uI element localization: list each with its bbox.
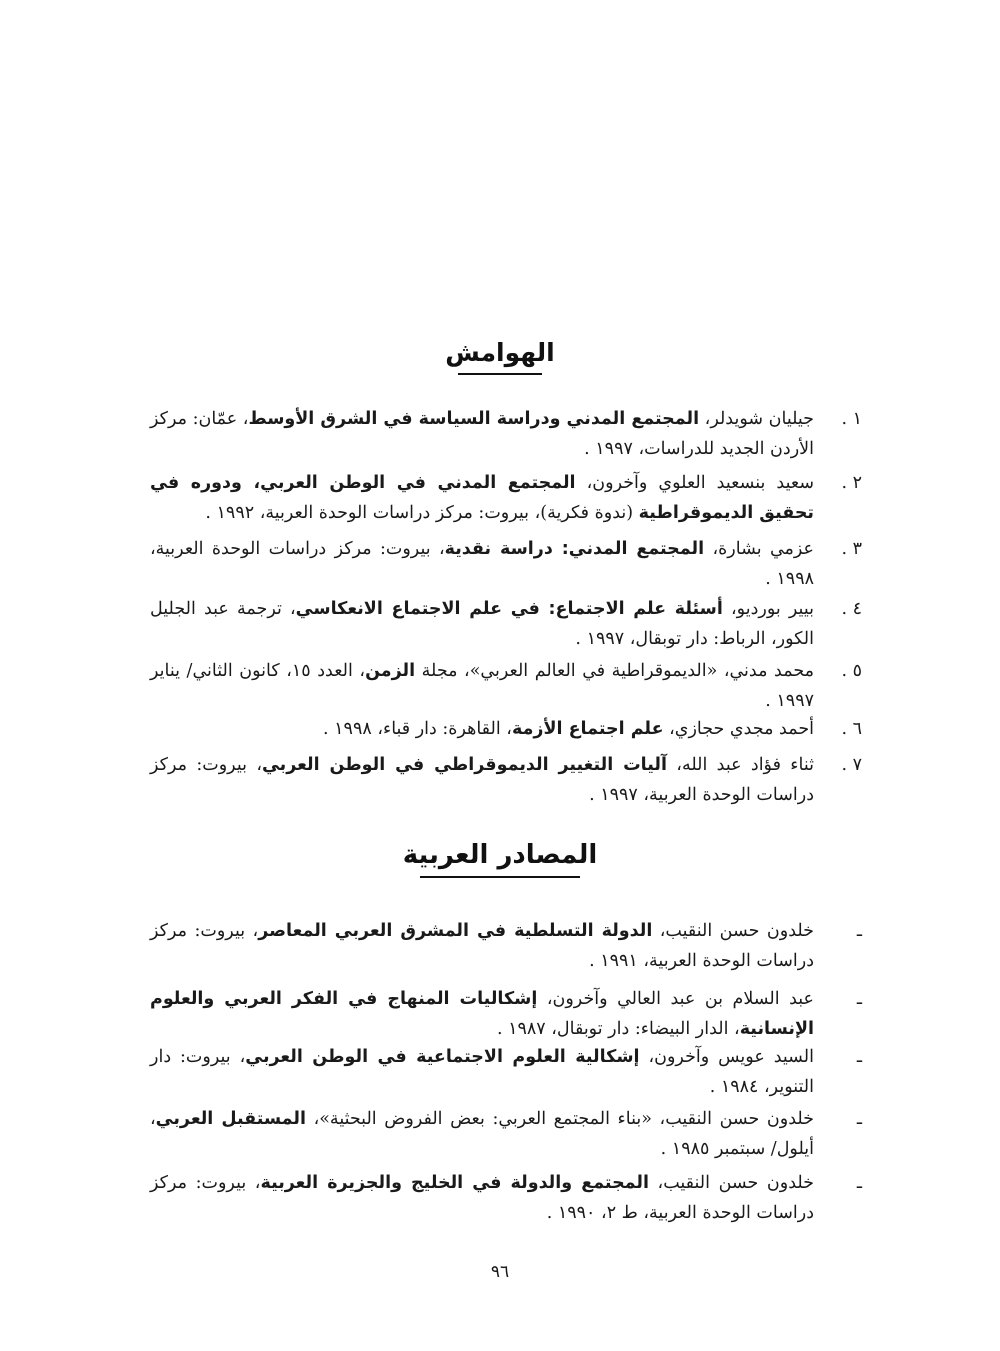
note-item [150,656,862,716]
source-publication: ، بيروت: مركز دراسات الوحدة العربية، ١٩٩١ . [150,921,814,971]
note-publication: ، ترجمة عبد الجليل الكور، الرباط: دار توبقال، ١٩٩٧ . [150,599,814,649]
note-publication: (ندوة فكرية)، بيروت: مركز دراسات الوحدة العربية، ١٩٩٢ . [205,503,639,523]
note-item [150,714,862,744]
source-publication: ، الدار البيضاء: دار توبقال، ١٩٨٧ . [496,1019,740,1039]
note-publication: ، القاهرة: دار قباء، ١٩٩٨ . [323,719,512,739]
note-item [150,534,862,594]
note-number: ٢ . [841,473,862,493]
note-author: عزمي بشارة، [704,539,814,559]
source-text [150,916,814,976]
note-title: علم اجتماع الأزمة [511,719,664,739]
source-author: السيد عويس وآخرون، [639,1047,814,1067]
note-number: ٣ . [841,539,862,559]
note-author: جيليان شويدلر، [699,409,814,429]
source-text [150,1168,814,1228]
source-publication: ، بيروت: مركز دراسات الوحدة العربية، ط ٢، ١٩٩٠ . [150,1173,814,1223]
notes-heading-underline [458,373,542,375]
note-text [150,656,814,716]
source-text [150,1104,814,1164]
source-title: المستقبل العربي [155,1109,306,1129]
note-text [150,468,814,528]
source-title: إشكاليات المنهاج في الفكر العربي والعلوم الإنسانية [150,989,814,1039]
source-text [150,1042,814,1102]
source-bullet: ـ [856,921,862,941]
note-author: أحمد مجدي حجازي، [663,719,814,739]
note-title: آليات التغيير الديموقراطي في الوطن العربي [261,755,667,775]
sources-heading [400,840,600,878]
note-item [150,594,862,654]
notes-heading-text: الهوامش [445,338,555,367]
sources-heading-text: المصادر العربية [402,840,598,870]
source-title: إشكالية العلوم الاجتماعية في الوطن العربي [245,1047,640,1067]
source-title: المجتمع والدولة في الخليج والجزيرة العربية [260,1173,649,1193]
source-publication: ، أيلول/ سبتمبر ١٩٨٥ . [150,1109,814,1159]
source-item [150,1042,862,1102]
source-bullet: ـ [856,989,862,1009]
source-bullet: ـ [856,1047,862,1067]
note-item [150,468,862,528]
source-text [150,984,814,1044]
note-number: ٥ . [841,661,862,681]
source-author: خلدون حسن النقيب، [648,1173,815,1193]
source-author: عبد السلام بن عبد العالي وآخرون، [537,989,814,1009]
note-title: المجتمع المدني في الوطن العربي، ودوره في تحقيق الديموقراطية [150,473,814,523]
note-text [150,714,814,744]
notes-heading [440,338,560,375]
note-item [150,750,862,810]
source-bullet: ـ [856,1173,862,1193]
note-title: أسئلة علم الاجتماع: في علم الاجتماع الانعكاسي [295,599,723,619]
source-item [150,1104,862,1164]
note-title: المجتمع المدني ودراسة السياسة في الشرق الأوسط [248,409,700,429]
page-number: ٩٦ [490,1262,510,1282]
note-number: ٦ . [841,719,862,739]
note-text [150,750,814,810]
note-title: الزمن [365,661,416,681]
note-text [150,594,814,654]
sources-heading-underline [420,876,580,878]
note-publication: ، بيروت: مركز دراسات الوحدة العربية، ١٩٩٧ . [150,755,814,805]
note-title: المجتمع المدني: دراسة نقدية [444,539,705,559]
note-author: محمد مدني، «الديموقراطية في العالم العربي»، مجلة [415,661,815,681]
source-author: خلدون حسن النقيب، [652,921,814,941]
note-text [150,534,814,594]
note-publication: ، عمّان: مركز الأردن الجديد للدراسات، ١٩٩٧ . [150,409,814,459]
note-number: ٤ . [841,599,862,619]
note-author: سعيد بنسعيد العلوي وآخرون، [575,473,814,493]
source-item [150,1168,862,1228]
note-author: ثناء فؤاد عبد الله، [666,755,815,775]
source-bullet: ـ [856,1109,862,1129]
note-number: ٧ . [841,755,862,775]
note-number: ١ . [841,409,862,429]
note-item [150,404,862,464]
note-text [150,404,814,464]
note-author: بيير بورديو، [722,599,814,619]
source-author: خلدون حسن النقيب، «بناء المجتمع العربي: بعض الفروض البحثية»، [306,1109,814,1129]
source-item [150,916,862,976]
source-title: الدولة التسلطية في المشرق العربي المعاصر [258,921,653,941]
source-item [150,984,862,1044]
note-publication: ، بيروت: مركز دراسات الوحدة العربية، ١٩٩٨ . [150,539,814,589]
note-publication: ، العدد ١٥، كانون الثاني/ يناير ١٩٩٧ . [150,661,814,711]
source-publication: ، بيروت: دار التنوير، ١٩٨٤ . [150,1047,814,1097]
